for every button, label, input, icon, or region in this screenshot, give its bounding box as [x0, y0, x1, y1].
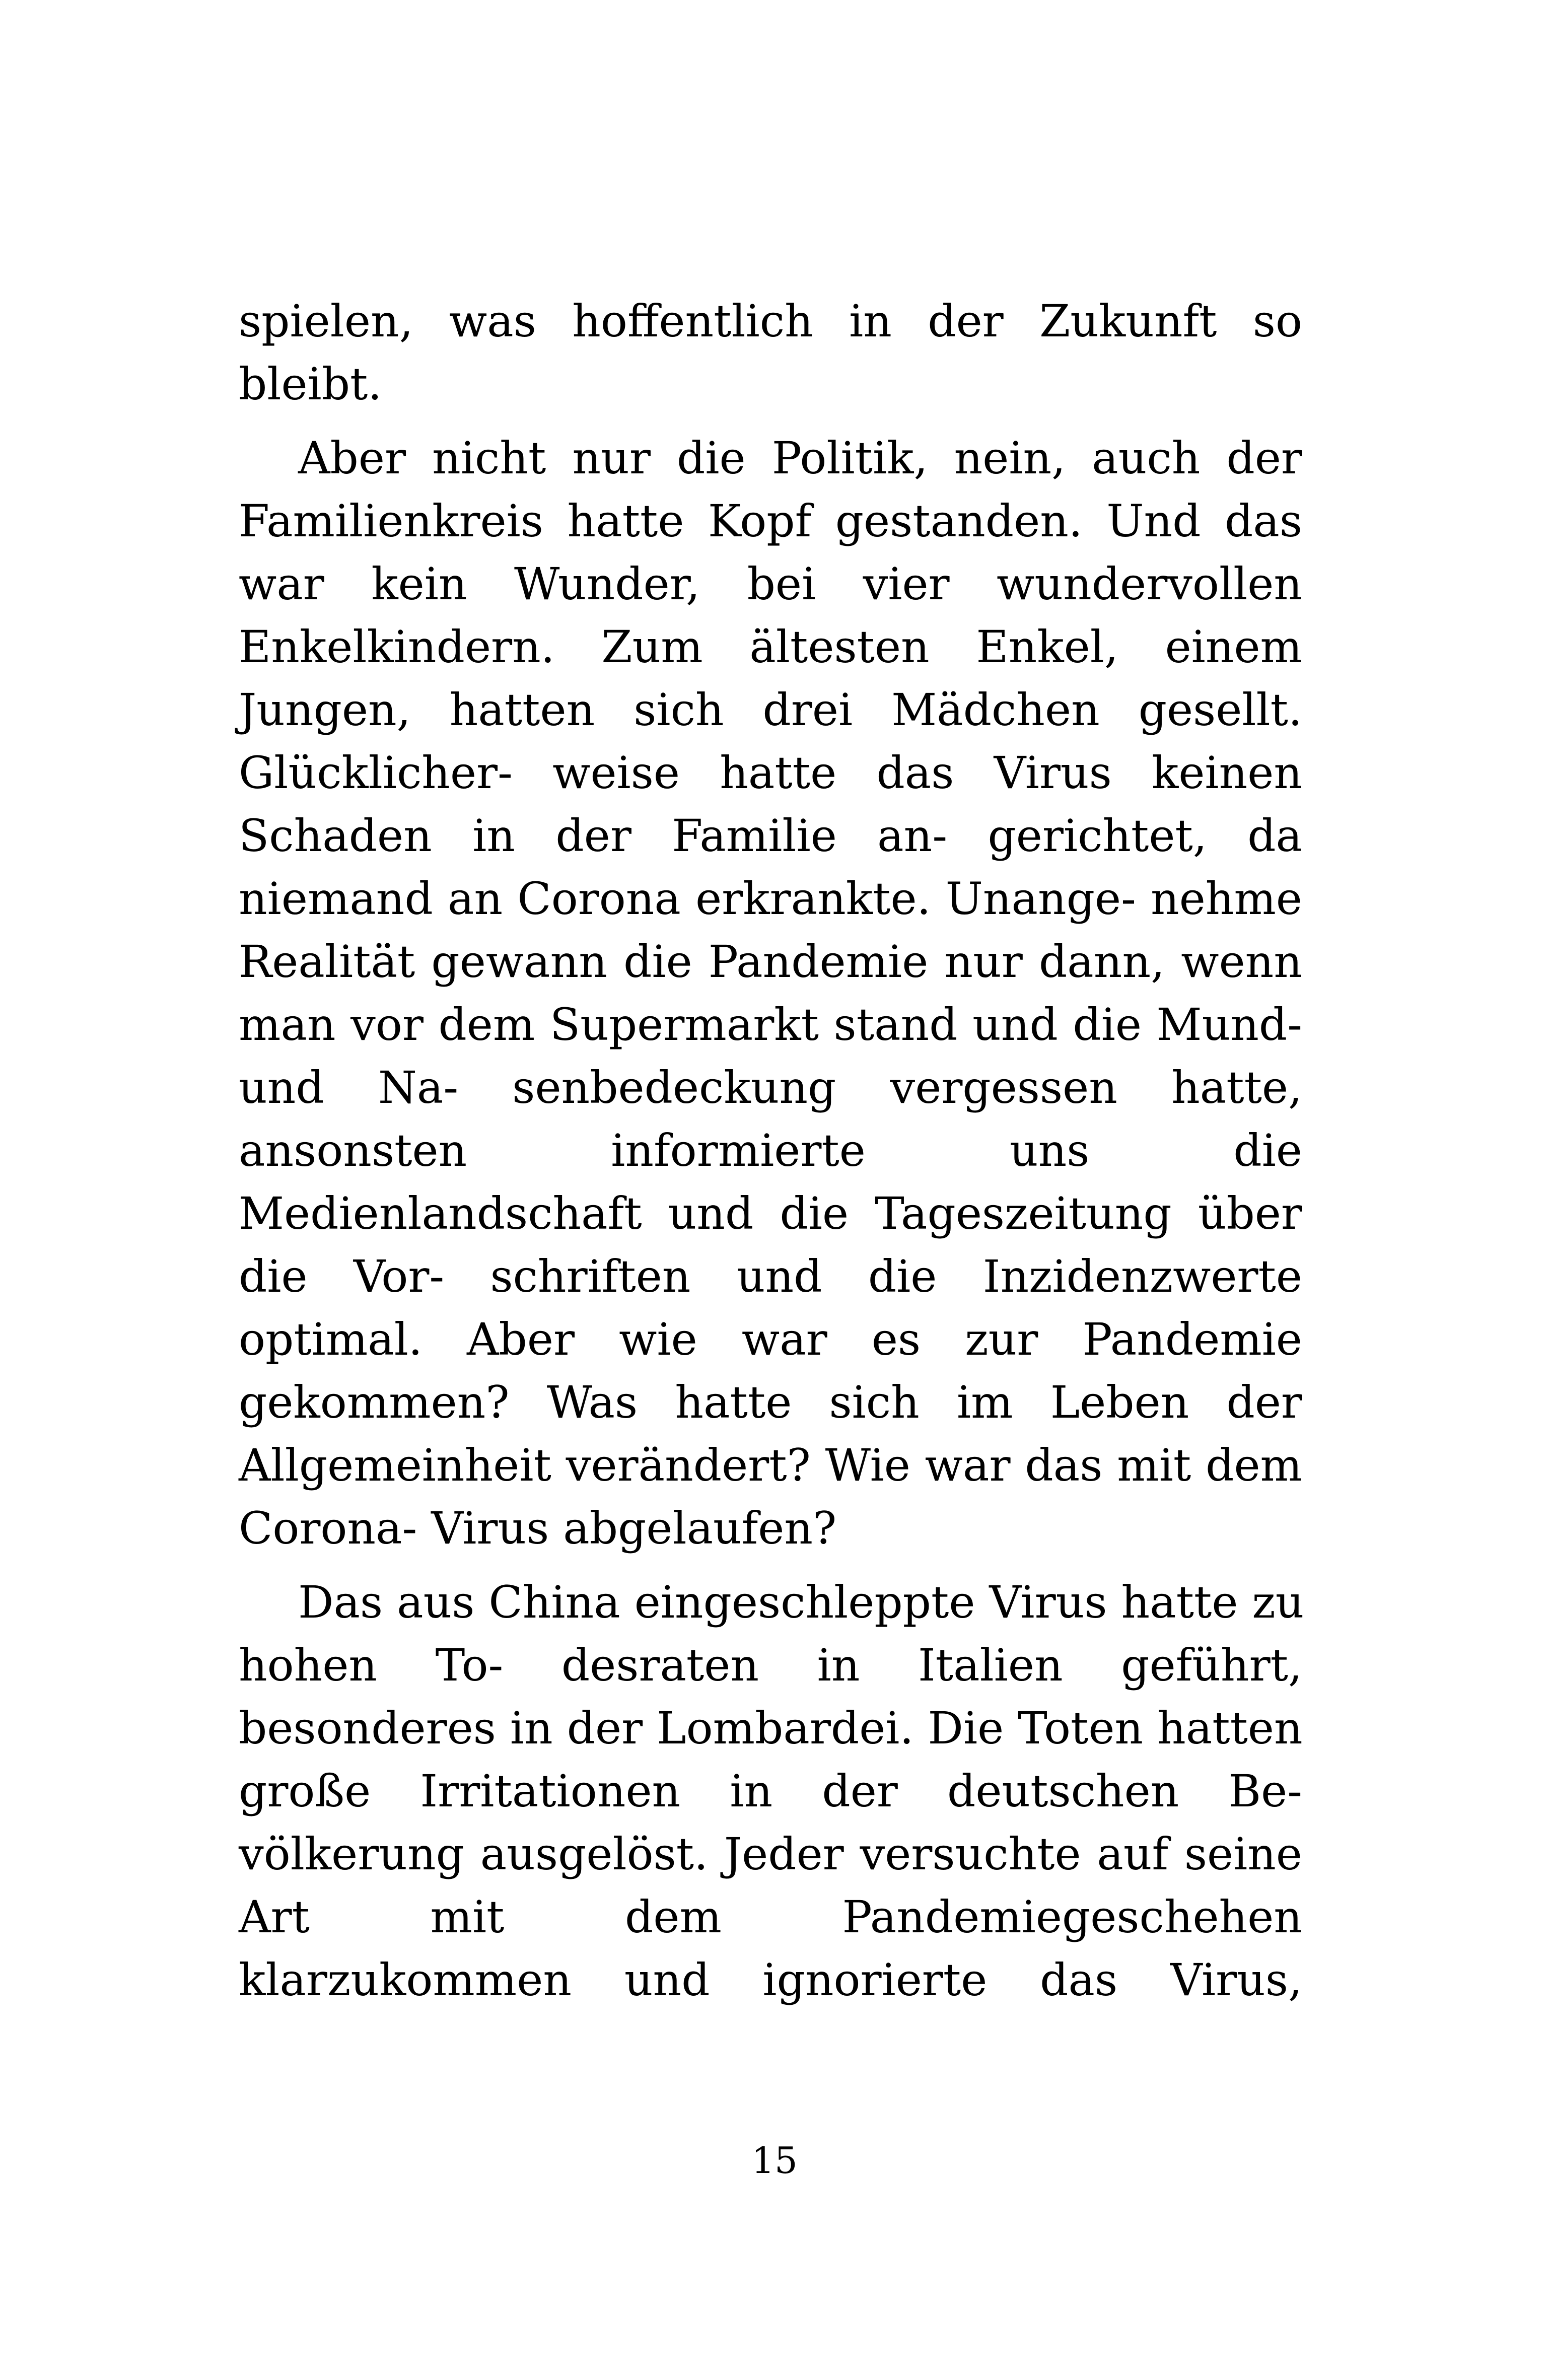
text-line: Realität gewann die Pandemie nur dann, wenn — [239, 936, 1302, 988]
text-line: ansonsten informierte uns die — [239, 1125, 1302, 1176]
text-line: völkerung ausgelöst. Jeder versuchte auf seine — [239, 1828, 1302, 1880]
text-line: gekommen? Was hatte sich im Leben der — [239, 1376, 1302, 1428]
text-line: man vor dem Supermarkt stand und die Mund- — [239, 999, 1302, 1051]
text-line: klarzukommen und ignorierte das Virus, — [239, 1954, 1302, 2006]
paragraph — [239, 290, 1302, 415]
paragraph-gap — [239, 415, 1302, 427]
text-line: Glücklicher- weise hatte das Virus keinen — [239, 747, 1302, 799]
text-line: Aber nicht nur die Politik, nein, auch der — [298, 432, 1302, 484]
paragraph — [239, 1571, 1302, 2011]
text-line: spielen, was hoffentlich in der Zukunft so — [239, 295, 1302, 347]
text-line: hohen To- desraten in Italien geführt, — [239, 1639, 1302, 1691]
body-text — [239, 290, 1302, 2011]
text-line: Jungen, hatten sich drei Mädchen gesellt. — [239, 684, 1302, 736]
text-line: Familienkreis hatte Kopf gestanden. Und das — [239, 495, 1302, 547]
text-line: Enkelkindern. Zum ältesten Enkel, einem — [239, 621, 1302, 673]
text-line: war kein Wunder, bei vier wundervollen — [239, 558, 1302, 610]
text-line: Medienlandschaft und die Tageszeitung über — [239, 1187, 1302, 1239]
text-line: Schaden in der Familie an- gerichtet, da — [239, 810, 1302, 862]
text-line: Art mit dem Pandemiegeschehen — [239, 1891, 1302, 1943]
text-line: große Irritationen in der deutschen Be- — [239, 1765, 1302, 1817]
page-number: 15 — [751, 2139, 798, 2182]
text-line: bleibt. — [239, 358, 382, 410]
text-line: Das aus China eingeschleppte Virus hatte zu — [298, 1576, 1304, 1628]
paragraph-gap — [239, 1560, 1302, 1571]
text-line: die Vor- schriften und die Inzidenzwerte — [239, 1250, 1302, 1302]
text-line: Corona- Virus abgelaufen? — [239, 1502, 837, 1554]
text-line: Allgemeinheit verändert? Wie war das mit dem — [239, 1439, 1302, 1491]
text-line: niemand an Corona erkrankte. Unange- nehme — [239, 873, 1302, 925]
text-line: optimal. Aber wie war es zur Pandemie — [239, 1313, 1302, 1365]
text-line: und Na- senbedeckung vergessen hatte, — [239, 1062, 1302, 1113]
text-line: besonderes in der Lombardei. Die Toten hatten — [239, 1702, 1303, 1754]
paragraph — [239, 427, 1302, 1560]
